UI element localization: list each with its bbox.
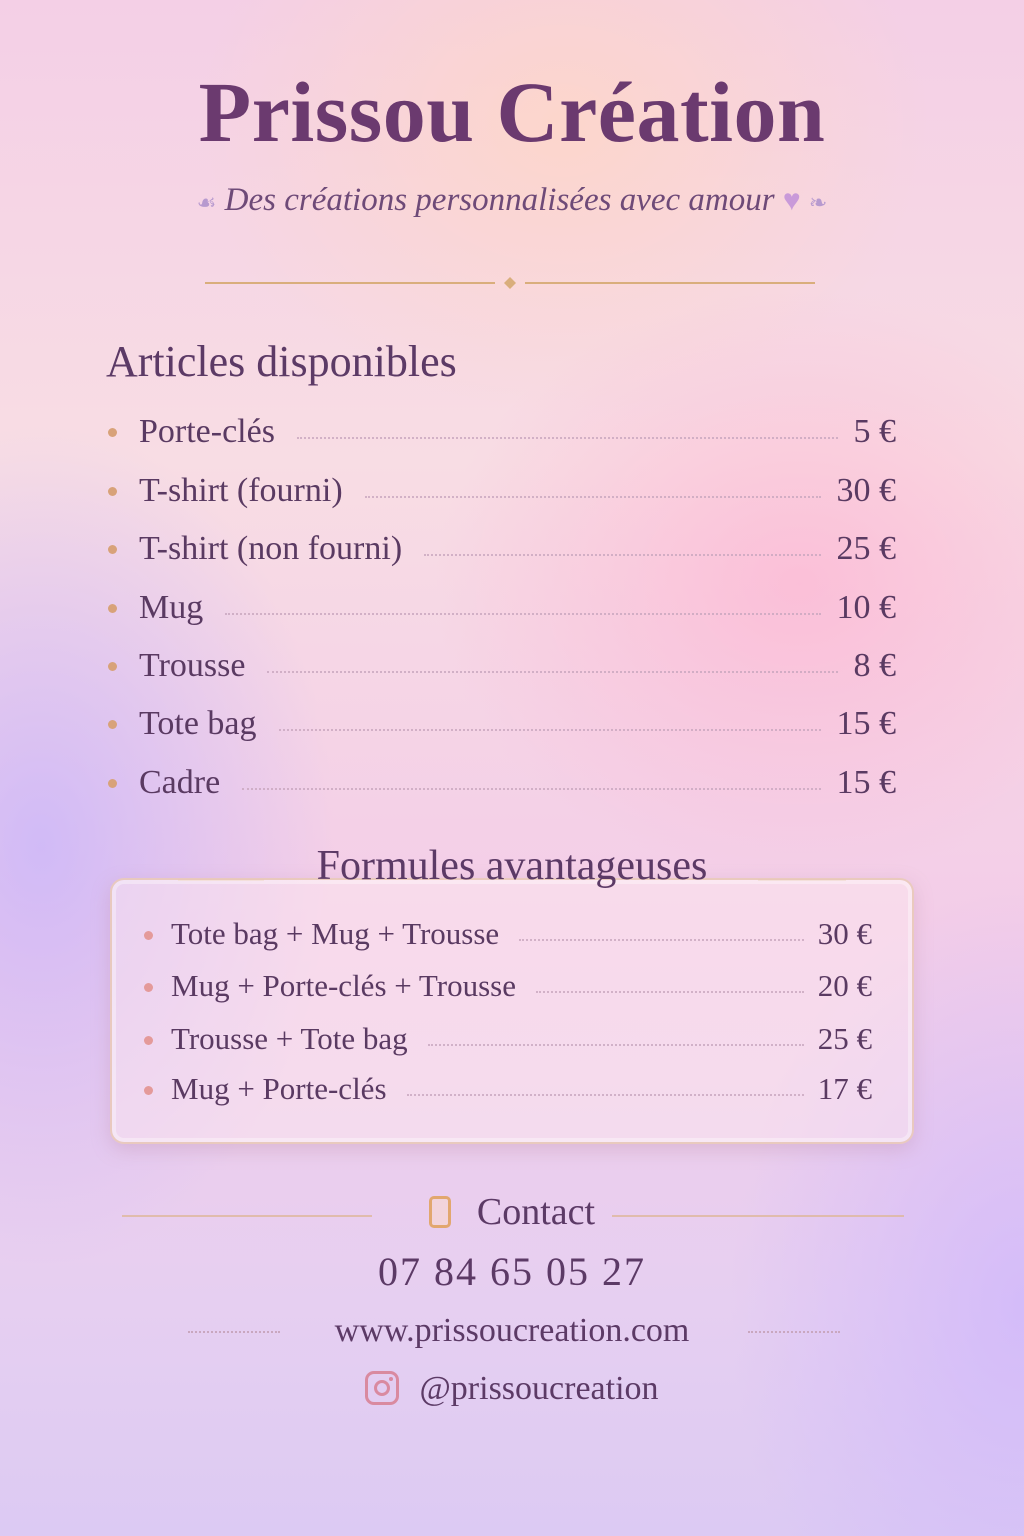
article-price: 5 €: [853, 413, 896, 450]
formule-item: [142, 912, 872, 952]
website-link[interactable]: www.prissoucreation.com: [334, 1312, 690, 1349]
dotted-leader: [279, 729, 821, 731]
bullet-icon: [144, 931, 153, 940]
dotted-leader: [519, 939, 804, 941]
articles-heading: Articles disponibles: [106, 337, 457, 386]
article-item: [106, 697, 896, 743]
bullet-icon: [144, 983, 153, 992]
article-price: 15 €: [836, 705, 896, 742]
formule-name: Mug + Porte-clés + Trousse: [171, 968, 516, 1003]
dotted-leader: [407, 1094, 804, 1096]
article-name: T-shirt (fourni): [139, 472, 343, 509]
article-name: Porte-clés: [139, 413, 275, 450]
dotted-leader: [428, 1044, 804, 1046]
instagram-icon: [365, 1371, 399, 1405]
article-price: 25 €: [836, 530, 896, 567]
article-name: Trousse: [139, 647, 246, 684]
formule-price: 20 €: [817, 968, 872, 1003]
article-price: 10 €: [836, 589, 896, 626]
swirl-right-icon: ❧: [808, 190, 828, 215]
subtitle: [0, 182, 1024, 219]
article-price: 8 €: [853, 647, 896, 684]
formule-price: 17 €: [817, 1071, 872, 1106]
article-price: 15 €: [836, 764, 896, 801]
article-name: Mug: [139, 589, 204, 626]
ornamental-divider: [205, 276, 815, 290]
page-title: Prissou Création: [198, 64, 826, 160]
article-item: [106, 639, 896, 685]
formule-name: Mug + Porte-clés: [171, 1071, 387, 1106]
swirl-left-icon: ☙: [196, 190, 217, 215]
formule-price: 30 €: [817, 916, 872, 951]
bullet-icon: [144, 1036, 153, 1045]
contact-label: Contact: [476, 1191, 596, 1233]
bullet-icon: [108, 604, 117, 613]
bullet-icon: [144, 1086, 153, 1095]
bullet-icon: [108, 662, 117, 671]
dotted-leader: [225, 613, 820, 615]
heart-icon: ♥: [782, 184, 801, 217]
article-item: [106, 522, 896, 568]
dotted-leader: [365, 496, 821, 498]
phone-number[interactable]: 07 84 65 05 27: [378, 1249, 646, 1294]
bullet-icon: [108, 428, 117, 437]
article-item: [106, 581, 896, 627]
formule-item: [142, 1017, 872, 1057]
bullet-icon: [108, 487, 117, 496]
phone-icon: [429, 1196, 451, 1228]
dotted-leader: [536, 991, 804, 993]
formule-price: 25 €: [817, 1021, 872, 1056]
article-name: Cadre: [139, 764, 221, 801]
subtitle-text: Des créations personnalisées avec amour: [224, 182, 775, 218]
instagram-link[interactable]: [0, 1370, 1024, 1408]
article-item: [106, 464, 896, 510]
article-item: [106, 405, 896, 451]
article-item: [106, 756, 896, 802]
article-name: Tote bag: [139, 705, 257, 742]
formule-name: Trousse + Tote bag: [171, 1021, 408, 1056]
dotted-leader: [267, 671, 837, 673]
formule-item: [142, 1067, 872, 1107]
bullet-icon: [108, 779, 117, 788]
article-price: 30 €: [836, 472, 896, 509]
dotted-leader: [297, 437, 838, 439]
formules-heading: Formules avantageuses: [316, 843, 708, 889]
bullet-icon: [108, 545, 117, 554]
article-name: T-shirt (non fourni): [139, 530, 403, 567]
instagram-handle: @prissoucreation: [419, 1370, 659, 1407]
contact-heading: [0, 1190, 1024, 1234]
formule-name: Tote bag + Mug + Trousse: [171, 916, 500, 951]
formule-item: [142, 964, 872, 1004]
dotted-leader: [242, 788, 820, 790]
bullet-icon: [108, 720, 117, 729]
dotted-leader: [424, 554, 820, 556]
